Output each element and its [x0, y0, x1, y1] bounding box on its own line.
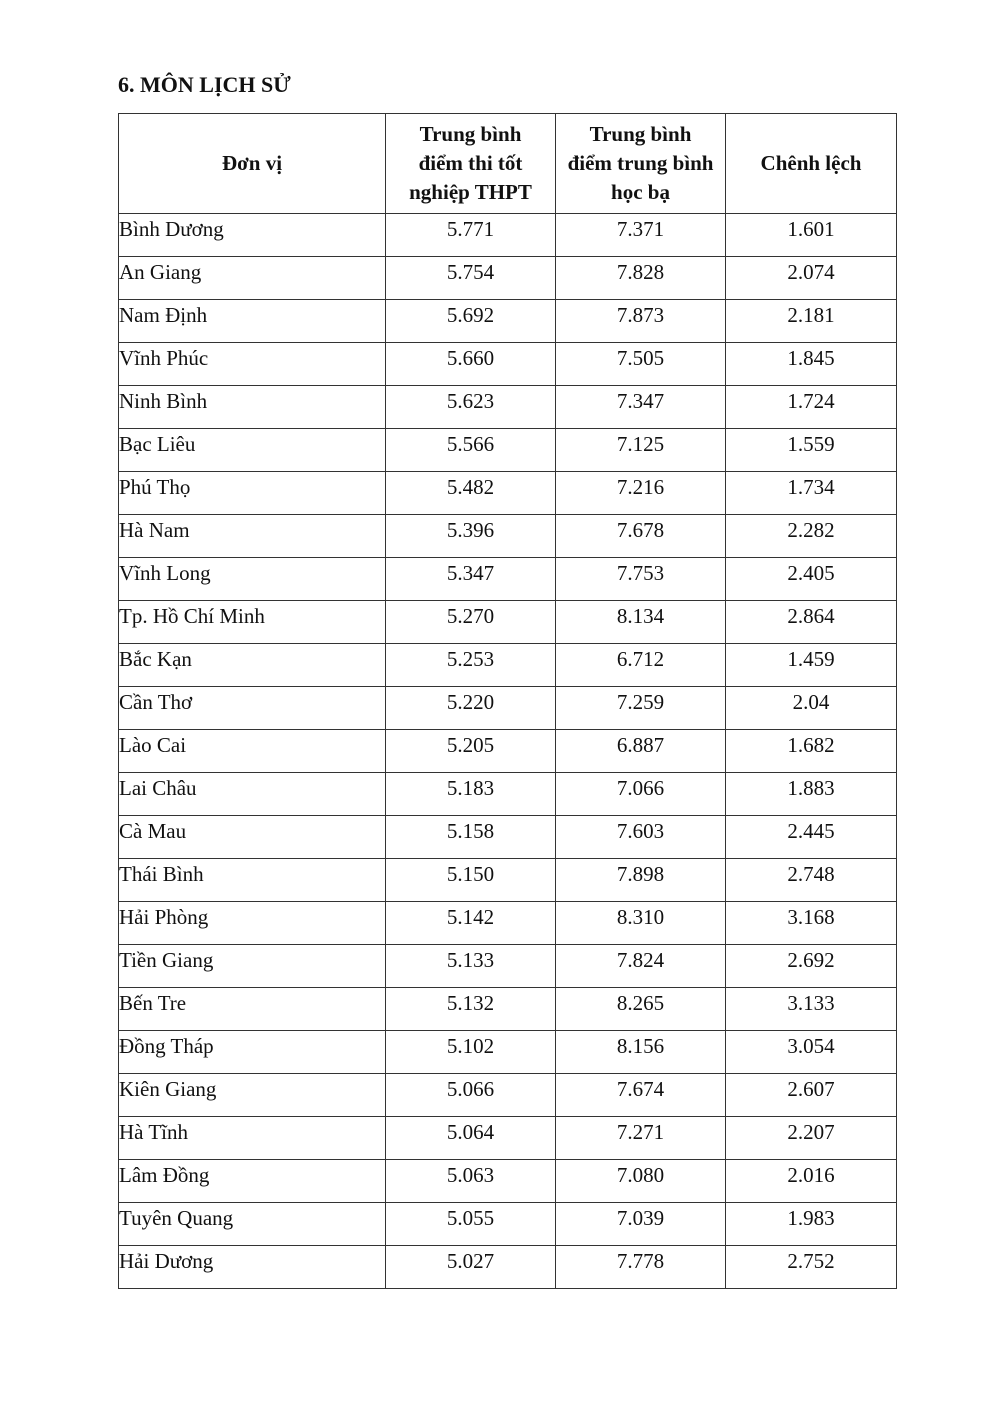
cell-difference: 2.692 [726, 945, 897, 988]
table-header-row [119, 114, 897, 214]
cell-difference: 3.168 [726, 902, 897, 945]
table-row [119, 816, 897, 859]
header-difference: Chênh lệch [726, 114, 897, 214]
cell-unit: Bắc Kạn [119, 644, 386, 687]
cell-unit: Bạc Liêu [119, 429, 386, 472]
table-row [119, 687, 897, 730]
table-row [119, 988, 897, 1031]
cell-exam-average: 5.133 [386, 945, 556, 988]
cell-unit: Tiền Giang [119, 945, 386, 988]
cell-transcript-average: 7.828 [556, 257, 726, 300]
cell-unit: Cần Thơ [119, 687, 386, 730]
cell-transcript-average: 7.898 [556, 859, 726, 902]
table-row [119, 1031, 897, 1074]
cell-exam-average: 5.270 [386, 601, 556, 644]
cell-unit: Hải Dương [119, 1246, 386, 1289]
cell-exam-average: 5.158 [386, 816, 556, 859]
cell-difference: 2.864 [726, 601, 897, 644]
table-header [119, 114, 897, 214]
cell-exam-average: 5.102 [386, 1031, 556, 1074]
cell-unit: Lai Châu [119, 773, 386, 816]
cell-unit: Tp. Hồ Chí Minh [119, 601, 386, 644]
cell-exam-average: 5.066 [386, 1074, 556, 1117]
cell-exam-average: 5.132 [386, 988, 556, 1031]
table-row [119, 343, 897, 386]
table-row [119, 386, 897, 429]
cell-unit: Hà Tĩnh [119, 1117, 386, 1160]
cell-difference: 1.883 [726, 773, 897, 816]
table-row [119, 730, 897, 773]
cell-difference: 1.682 [726, 730, 897, 773]
cell-difference: 2.181 [726, 300, 897, 343]
cell-difference: 2.752 [726, 1246, 897, 1289]
cell-transcript-average: 8.265 [556, 988, 726, 1031]
cell-unit: Thái Bình [119, 859, 386, 902]
cell-difference: 2.207 [726, 1117, 897, 1160]
table-row [119, 902, 897, 945]
cell-transcript-average: 7.080 [556, 1160, 726, 1203]
cell-unit: Vĩnh Long [119, 558, 386, 601]
cell-exam-average: 5.220 [386, 687, 556, 730]
cell-unit: Tuyên Quang [119, 1203, 386, 1246]
cell-difference: 1.601 [726, 214, 897, 257]
header-unit: Đơn vị [119, 114, 386, 214]
cell-transcript-average: 6.712 [556, 644, 726, 687]
cell-transcript-average: 7.505 [556, 343, 726, 386]
table-row [119, 1203, 897, 1246]
cell-unit: Vĩnh Phúc [119, 343, 386, 386]
cell-difference: 1.559 [726, 429, 897, 472]
header-exam-average: Trung bình điểm thi tốt nghiệp THPT [386, 114, 556, 214]
cell-unit: Hải Phòng [119, 902, 386, 945]
cell-difference: 1.734 [726, 472, 897, 515]
header-transcript-average: Trung bình điểm trung bình học bạ [556, 114, 726, 214]
cell-exam-average: 5.064 [386, 1117, 556, 1160]
cell-unit: Lào Cai [119, 730, 386, 773]
cell-transcript-average: 7.824 [556, 945, 726, 988]
cell-difference: 2.445 [726, 816, 897, 859]
cell-difference: 1.845 [726, 343, 897, 386]
cell-transcript-average: 8.310 [556, 902, 726, 945]
cell-unit: An Giang [119, 257, 386, 300]
table-row [119, 558, 897, 601]
table-row [119, 214, 897, 257]
history-score-table [118, 113, 897, 1289]
cell-exam-average: 5.396 [386, 515, 556, 558]
cell-transcript-average: 8.134 [556, 601, 726, 644]
cell-unit: Ninh Bình [119, 386, 386, 429]
cell-difference: 1.983 [726, 1203, 897, 1246]
cell-difference: 2.04 [726, 687, 897, 730]
table-row [119, 644, 897, 687]
cell-unit: Nam Định [119, 300, 386, 343]
cell-transcript-average: 7.271 [556, 1117, 726, 1160]
cell-exam-average: 5.566 [386, 429, 556, 472]
cell-exam-average: 5.183 [386, 773, 556, 816]
cell-difference: 2.405 [726, 558, 897, 601]
cell-exam-average: 5.253 [386, 644, 556, 687]
cell-transcript-average: 7.678 [556, 515, 726, 558]
cell-transcript-average: 6.887 [556, 730, 726, 773]
table-row [119, 601, 897, 644]
cell-difference: 3.133 [726, 988, 897, 1031]
cell-transcript-average: 7.259 [556, 687, 726, 730]
cell-exam-average: 5.205 [386, 730, 556, 773]
table-row [119, 859, 897, 902]
table-row [119, 773, 897, 816]
cell-exam-average: 5.482 [386, 472, 556, 515]
cell-difference: 1.459 [726, 644, 897, 687]
cell-unit: Hà Nam [119, 515, 386, 558]
cell-unit: Bình Dương [119, 214, 386, 257]
table-row [119, 1160, 897, 1203]
section-title: 6. MÔN LỊCH SỬ [118, 72, 291, 97]
cell-transcript-average: 7.778 [556, 1246, 726, 1289]
cell-transcript-average: 7.347 [556, 386, 726, 429]
table-row [119, 472, 897, 515]
cell-transcript-average: 7.039 [556, 1203, 726, 1246]
cell-transcript-average: 7.674 [556, 1074, 726, 1117]
cell-unit: Bến Tre [119, 988, 386, 1031]
table-row [119, 257, 897, 300]
cell-unit: Cà Mau [119, 816, 386, 859]
table-row [119, 1117, 897, 1160]
cell-transcript-average: 7.125 [556, 429, 726, 472]
cell-exam-average: 5.692 [386, 300, 556, 343]
cell-unit: Đồng Tháp [119, 1031, 386, 1074]
table-body [119, 214, 897, 1289]
table-row [119, 429, 897, 472]
table-row [119, 300, 897, 343]
cell-transcript-average: 7.753 [556, 558, 726, 601]
cell-transcript-average: 7.066 [556, 773, 726, 816]
cell-difference: 2.748 [726, 859, 897, 902]
cell-transcript-average: 8.156 [556, 1031, 726, 1074]
table-row [119, 1074, 897, 1117]
cell-exam-average: 5.347 [386, 558, 556, 601]
cell-difference: 2.016 [726, 1160, 897, 1203]
cell-exam-average: 5.771 [386, 214, 556, 257]
cell-transcript-average: 7.873 [556, 300, 726, 343]
cell-unit: Lâm Đồng [119, 1160, 386, 1203]
cell-difference: 2.607 [726, 1074, 897, 1117]
cell-exam-average: 5.660 [386, 343, 556, 386]
table-row [119, 945, 897, 988]
cell-difference: 2.282 [726, 515, 897, 558]
table-row [119, 515, 897, 558]
cell-unit: Kiên Giang [119, 1074, 386, 1117]
cell-transcript-average: 7.371 [556, 214, 726, 257]
table-row [119, 1246, 897, 1289]
cell-exam-average: 5.623 [386, 386, 556, 429]
cell-exam-average: 5.142 [386, 902, 556, 945]
cell-exam-average: 5.150 [386, 859, 556, 902]
cell-difference: 2.074 [726, 257, 897, 300]
cell-exam-average: 5.055 [386, 1203, 556, 1246]
cell-unit: Phú Thọ [119, 472, 386, 515]
cell-exam-average: 5.027 [386, 1246, 556, 1289]
cell-exam-average: 5.063 [386, 1160, 556, 1203]
cell-difference: 1.724 [726, 386, 897, 429]
cell-transcript-average: 7.603 [556, 816, 726, 859]
cell-exam-average: 5.754 [386, 257, 556, 300]
cell-difference: 3.054 [726, 1031, 897, 1074]
cell-transcript-average: 7.216 [556, 472, 726, 515]
